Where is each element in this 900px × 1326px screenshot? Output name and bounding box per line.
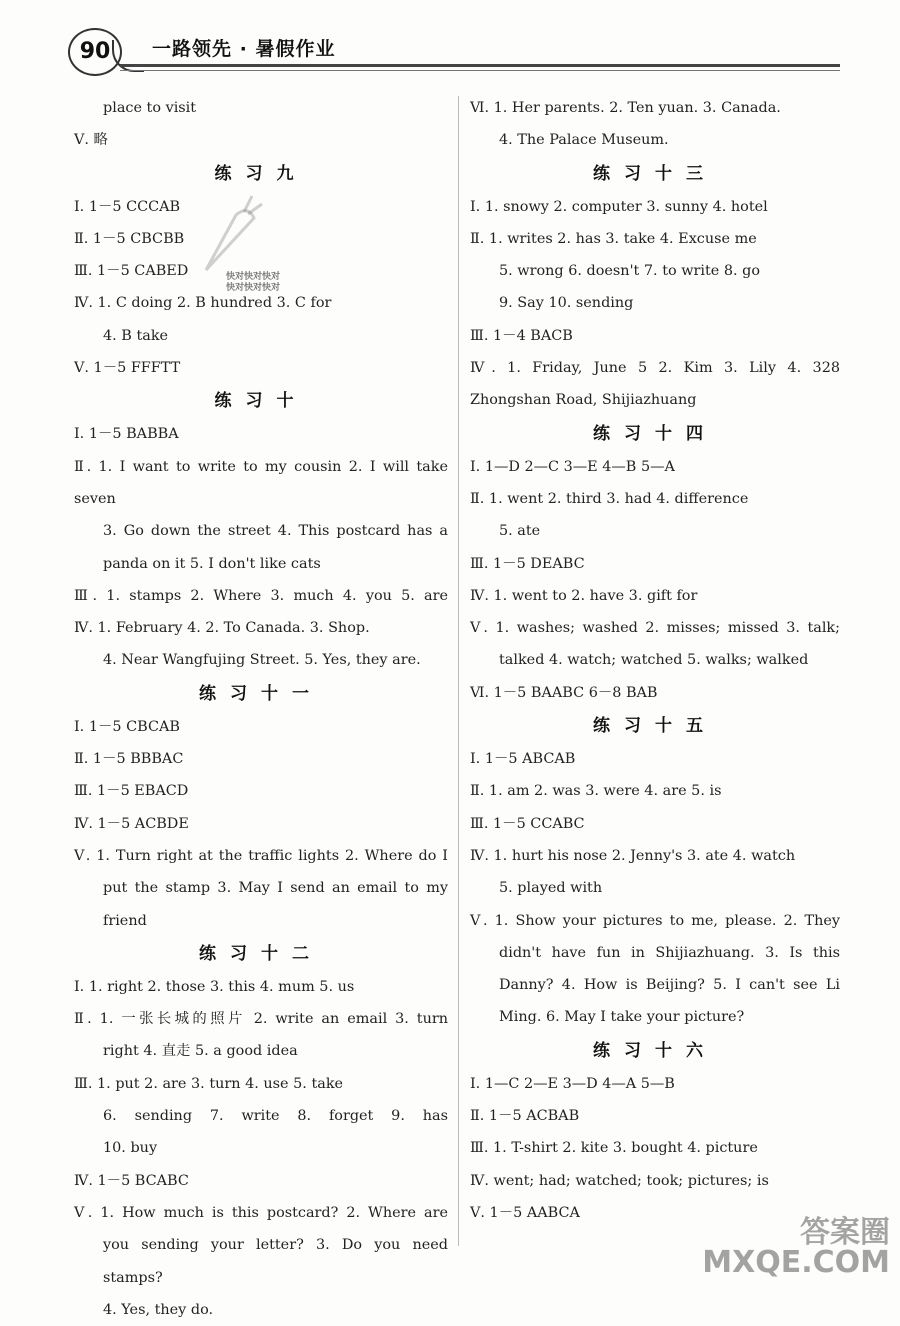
answer-line: right 4. 直走 5. a good idea — [103, 1043, 298, 1060]
exercise-heading: 练习十三 — [593, 163, 717, 184]
answer-line: Ⅴ. 1. How much is this postcard? 2. Where are — [74, 1204, 448, 1221]
answer-line: Ⅴ. 1－5 AABCA — [470, 1204, 580, 1221]
answer-line: talked 4. watch; watched 5. walks; walked — [499, 652, 809, 669]
answer-line: you sending your letter? 3. Do you need stamps? — [103, 1237, 448, 1286]
answer-line: Ming. 6. May I take your picture? — [499, 1009, 745, 1026]
answer-line: Ⅱ. 1－5 CBCBB — [74, 230, 185, 247]
answer-line: Ⅲ. 1－5 EBACD — [74, 783, 189, 800]
answer-line: Ⅰ. 1－5 BABBA — [74, 426, 179, 443]
exercise-heading: 练习十 — [214, 391, 308, 412]
answer-line: Ⅰ. 1. right 2. those 3. this 4. mum 5. us — [74, 978, 355, 995]
answer-line: Ⅱ. 1. 一张长城的照片 2. write an email 3. turn — [74, 1011, 448, 1028]
exercise-heading: 练习十五 — [593, 716, 717, 737]
answer-line: 6. sending 7. write 8. forget 9. has — [103, 1108, 448, 1125]
page-header — [0, 0, 900, 80]
header-rule — [120, 64, 840, 67]
answer-line: Ⅳ. 1. C doing 2. B hundred 3. C for — [74, 295, 332, 312]
answer-line: Ⅳ. 1. Friday, June 5 2. Kim 3. Lily 4. 328 — [470, 360, 840, 377]
answer-line: Ⅱ. 1－5 BBBAC — [74, 751, 184, 768]
answer-line: panda on it 5. I don't like cats — [103, 555, 321, 572]
answer-line: 4. Yes, they do. — [103, 1301, 214, 1318]
exercise-heading: 练习十四 — [593, 423, 717, 444]
column-divider — [458, 96, 459, 1246]
carrot-watermark-icon — [196, 190, 266, 280]
answer-line: Ⅲ. 1. put 2. are 3. turn 4. use 5. take — [74, 1075, 344, 1092]
answer-line: Ⅴ. 1－5 FFFTT — [74, 360, 181, 377]
answer-line: Ⅲ. 1－5 CCABC — [470, 815, 585, 832]
answer-line: Ⅰ. 1—C 2—E 3—D 4—A 5—B — [470, 1075, 675, 1092]
answer-line: Ⅰ. 1. snowy 2. computer 3. sunny 4. hotel — [470, 198, 768, 215]
answer-line: Ⅱ. 1－5 ACBAB — [470, 1108, 580, 1125]
answer-line: Zhongshan Road, Shijiazhuang — [470, 392, 697, 409]
answer-line: Ⅳ. 1. February 4. 2. To Canada. 3. Shop. — [74, 620, 370, 637]
answer-line: 5. played with — [499, 880, 603, 897]
answer-line: 4. The Palace Museum. — [499, 132, 669, 149]
answer-line: 10. buy — [103, 1140, 158, 1157]
answer-line: Ⅳ. 1－5 BCABC — [74, 1172, 189, 1189]
answer-line: Ⅳ. went; had; watched; took; pictures; is — [470, 1172, 769, 1189]
answer-line: 9. Say 10. sending — [499, 295, 634, 312]
exercise-heading: 练习十二 — [199, 943, 323, 964]
page-number: 90 — [68, 28, 122, 76]
answer-line: 5. wrong 6. doesn't 7. to write 8. go — [499, 263, 761, 280]
answer-line: Danny? 4. How is Beijing? 5. I can't see Li — [499, 977, 840, 994]
answer-line: Ⅳ. 1. hurt his nose 2. Jenny's 3. ate 4. watch — [470, 847, 796, 864]
answer-line: Ⅴ. 1. washes; washed 2. misses; missed 3. talk; — [470, 620, 840, 637]
answer-line: Ⅳ. 1. went to 2. have 3. gift for — [470, 587, 698, 604]
answer-line: Ⅱ. 1. am 2. was 3. were 4. are 5. is — [470, 783, 722, 800]
stamp-watermark: 快对快对快对 快对快对快对 — [226, 272, 281, 293]
answer-line: Ⅲ. 1. stamps 2. Where 3. much 4. you 5. are — [74, 587, 448, 604]
corner-watermark: 答案圈 MXQE.COM — [702, 1215, 890, 1280]
answer-line: Ⅴ. 1. Turn right at the traffic lights 2. Where do I — [74, 847, 448, 864]
answer-line: Ⅴ. 1. Show your pictures to me, please. 2. They — [470, 912, 840, 929]
exercise-heading: 练习九 — [214, 163, 308, 184]
answer-line: Ⅱ. 1. writes 2. has 3. take 4. Excuse me — [470, 230, 757, 247]
answer-line: Ⅰ. 1－5 CCCAB — [74, 198, 181, 215]
answer-line: Ⅰ. 1—D 2—C 3—E 4—B 5—A — [470, 458, 675, 475]
answer-line: Ⅴ. 略 — [74, 132, 108, 149]
answer-line: Ⅵ. 1. Her parents. 2. Ten yuan. 3. Canada. — [470, 100, 781, 116]
answer-line: put the stamp 3. May I send an email to my — [103, 880, 448, 897]
answer-line: Ⅲ. 1. T-shirt 2. kite 3. bought 4. picture — [470, 1140, 758, 1157]
exercise-heading: 练习十一 — [199, 683, 323, 704]
answer-line: 4. Near Wangfujing Street. 5. Yes, they are. — [103, 652, 421, 669]
answer-line: Ⅵ. 1－5 BAABC 6－8 BAB — [470, 684, 658, 701]
answer-line: 5. ate — [499, 523, 541, 540]
answer-line: Ⅰ. 1－5 CBCAB — [74, 718, 180, 735]
answer-line: 4. B take — [103, 327, 169, 344]
answer-line: Ⅳ. 1－5 ACBDE — [74, 815, 189, 832]
exercise-heading: 练习十六 — [593, 1040, 717, 1061]
answer-line: friend — [103, 912, 147, 929]
header-swoosh-decoration — [112, 40, 144, 72]
answer-line: Ⅲ. 1－5 CABED — [74, 263, 189, 280]
answer-line: Ⅲ. 1－4 BACB — [470, 327, 573, 344]
header-rule-thin — [120, 70, 840, 71]
answer-line: Ⅰ. 1－5 ABCAB — [470, 751, 576, 768]
answer-line: Ⅲ. 1－5 DEABC — [470, 555, 585, 572]
answer-line: Ⅱ. 1. I want to write to my cousin 2. I will take seven — [74, 458, 448, 507]
answer-column-right — [470, 92, 840, 1229]
book-title: 一路领先 · 暑假作业 — [152, 38, 336, 60]
answer-line: place to visit — [103, 100, 197, 116]
answer-line: 3. Go down the street 4. This postcard has a — [103, 523, 448, 540]
answer-line: didn't have fun in Shijiazhuang. 3. Is this — [499, 944, 840, 961]
answer-line: Ⅱ. 1. went 2. third 3. had 4. difference — [470, 490, 749, 507]
